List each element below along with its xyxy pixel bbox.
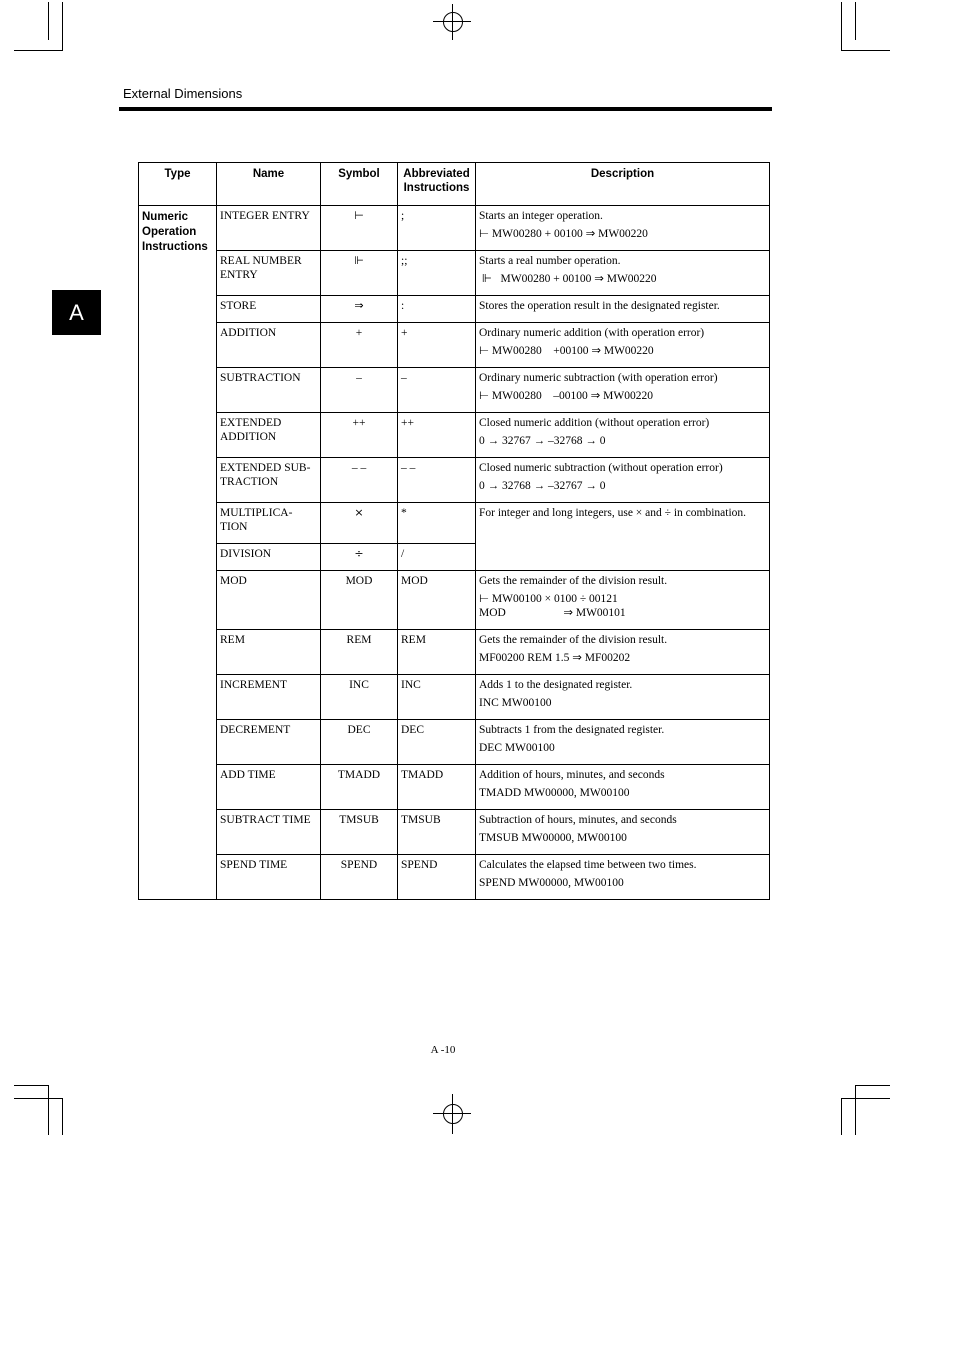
table-row xyxy=(139,571,770,630)
appendix-tab: A xyxy=(52,290,101,335)
name-cell: MOD xyxy=(217,571,321,630)
name-cell: DECREMENT xyxy=(217,720,321,765)
abbreviated-cell: – – xyxy=(398,458,476,503)
abbreviated-cell: TMADD xyxy=(398,765,476,810)
description-example: 0 → 32767 → –32768 → 0 xyxy=(479,435,606,447)
description-text: Closed numeric subtraction (without operation error) xyxy=(479,462,723,474)
abbreviated-cell: MOD xyxy=(398,571,476,630)
description-example: DEC MW00100 xyxy=(479,742,555,754)
column-header-type: Type xyxy=(139,163,217,206)
description-text: Ordinary numeric addition (with operation error) xyxy=(479,327,705,339)
description-example: TMADD MW00000, MW00100 xyxy=(479,787,630,799)
table-row xyxy=(139,503,770,544)
description-example: SPEND MW00000, MW00100 xyxy=(479,877,624,889)
description-text: Adds 1 to the designated register. xyxy=(479,679,633,691)
abbreviated-cell: INC xyxy=(398,675,476,720)
running-header-title: External Dimensions xyxy=(123,86,243,101)
description-cell xyxy=(476,458,770,503)
description-cell xyxy=(476,855,770,900)
description-example: ⊢ MW00100 × 0100 ÷ 00121 xyxy=(479,593,618,605)
description-cell xyxy=(476,720,770,765)
name-cell: SPEND TIME xyxy=(217,855,321,900)
description-text: Starts an integer operation. xyxy=(479,210,603,222)
abbreviated-cell: DEC xyxy=(398,720,476,765)
table-row xyxy=(139,296,770,323)
table-row xyxy=(139,458,770,503)
table-row xyxy=(139,413,770,458)
table-row xyxy=(139,206,770,251)
description-text: Stores the operation result in the designated register. xyxy=(479,300,720,312)
table-row xyxy=(139,251,770,296)
table-row xyxy=(139,855,770,900)
description-cell xyxy=(476,571,770,630)
name-cell: ADDITION xyxy=(217,323,321,368)
description-example: MF00200 REM 1.5 ⇒ MF00202 xyxy=(479,652,631,664)
name-cell: REAL NUMBER ENTRY xyxy=(217,251,321,296)
name-cell: ADD TIME xyxy=(217,765,321,810)
name-cell: STORE xyxy=(217,296,321,323)
symbol-cell: TMADD xyxy=(321,765,398,810)
type-cell: Numeric Operation Instructions xyxy=(139,206,217,900)
name-cell: SUBTRACTION xyxy=(217,368,321,413)
symbol-cell: ÷ xyxy=(321,544,398,571)
abbreviated-cell: SPEND xyxy=(398,855,476,900)
table-row xyxy=(139,810,770,855)
description-example: 0 → 32768 → –32767 → 0 xyxy=(479,480,606,492)
description-text: Gets the remainder of the division result. xyxy=(479,634,668,646)
symbol-cell: SPEND xyxy=(321,855,398,900)
name-cell: SUBTRACT TIME xyxy=(217,810,321,855)
abbreviated-cell: – xyxy=(398,368,476,413)
table-row xyxy=(139,675,770,720)
description-text: Closed numeric addition (without operation error) xyxy=(479,417,710,429)
description-cell xyxy=(476,765,770,810)
abbreviated-cell: : xyxy=(398,296,476,323)
symbol-cell: ++ xyxy=(321,413,398,458)
description-text: Starts a real number operation. xyxy=(479,255,621,267)
abbreviated-cell: ;; xyxy=(398,251,476,296)
table-row xyxy=(139,630,770,675)
description-text: Addition of hours, minutes, and seconds xyxy=(479,769,665,781)
description-example: ⊢ MW00280 +00100 ⇒ MW00220 xyxy=(479,345,654,357)
name-cell: INCREMENT xyxy=(217,675,321,720)
description-text: Subtraction of hours, minutes, and seconds xyxy=(479,814,677,826)
instruction-table xyxy=(138,162,770,900)
column-header-description: Description xyxy=(476,163,770,206)
description-cell xyxy=(476,251,770,296)
table-row xyxy=(139,368,770,413)
column-header-symbol: Symbol xyxy=(321,163,398,206)
page-number: A -10 xyxy=(430,1044,456,1056)
symbol-cell: INC xyxy=(321,675,398,720)
description-cell xyxy=(476,503,770,571)
symbol-cell: – – xyxy=(321,458,398,503)
description-cell xyxy=(476,206,770,251)
description-cell xyxy=(476,810,770,855)
column-header-abbreviated: Abbreviated Instructions xyxy=(398,163,476,206)
description-example: MOD ⇒ MW00101 xyxy=(479,607,626,619)
symbol-cell: ⇒ xyxy=(321,296,398,323)
name-cell: EXTENDED SUB-TRACTION xyxy=(217,458,321,503)
abbreviated-cell: TMSUB xyxy=(398,810,476,855)
abbreviated-cell: * xyxy=(398,503,476,544)
abbreviated-cell: ++ xyxy=(398,413,476,458)
description-example: ⊢ MW00280 –00100 ⇒ MW00220 xyxy=(479,390,653,402)
name-cell: MULTIPLICA-TION xyxy=(217,503,321,544)
table-row xyxy=(139,323,770,368)
symbol-cell: ⊩ xyxy=(321,251,398,296)
header-rule xyxy=(119,107,772,111)
column-header-name: Name xyxy=(217,163,321,206)
abbreviated-cell: + xyxy=(398,323,476,368)
table-row xyxy=(139,765,770,810)
symbol-cell: – xyxy=(321,368,398,413)
name-cell: INTEGER ENTRY xyxy=(217,206,321,251)
description-example: ⊢ MW00280 + 00100 ⇒ MW00220 xyxy=(479,228,648,240)
description-cell xyxy=(476,296,770,323)
description-text: Gets the remainder of the division result. xyxy=(479,575,668,587)
description-cell xyxy=(476,368,770,413)
name-cell: REM xyxy=(217,630,321,675)
description-example: INC MW00100 xyxy=(479,697,552,709)
description-cell xyxy=(476,630,770,675)
description-example: TMSUB MW00000, MW00100 xyxy=(479,832,627,844)
description-cell xyxy=(476,675,770,720)
description-text: Ordinary numeric subtraction (with operation error) xyxy=(479,372,718,384)
symbol-cell: ⊢ xyxy=(321,206,398,251)
description-text: Subtracts 1 from the designated register. xyxy=(479,724,665,736)
abbreviated-cell: ; xyxy=(398,206,476,251)
symbol-cell: REM xyxy=(321,630,398,675)
table-header-row xyxy=(139,163,770,206)
description-text: Calculates the elapsed time between two times. xyxy=(479,859,697,871)
description-cell xyxy=(476,323,770,368)
symbol-cell: TMSUB xyxy=(321,810,398,855)
name-cell: DIVISION xyxy=(217,544,321,571)
name-cell: EXTENDED ADDITION xyxy=(217,413,321,458)
table-row xyxy=(139,720,770,765)
symbol-cell: + xyxy=(321,323,398,368)
symbol-cell: DEC xyxy=(321,720,398,765)
abbreviated-cell: / xyxy=(398,544,476,571)
description-cell xyxy=(476,413,770,458)
description-example: ⊩ MW00280 + 00100 ⇒ MW00220 xyxy=(479,273,657,285)
symbol-cell: × xyxy=(321,503,398,544)
abbreviated-cell: REM xyxy=(398,630,476,675)
description-text: For integer and long integers, use × and ÷ in combination. xyxy=(479,507,747,519)
symbol-cell: MOD xyxy=(321,571,398,630)
